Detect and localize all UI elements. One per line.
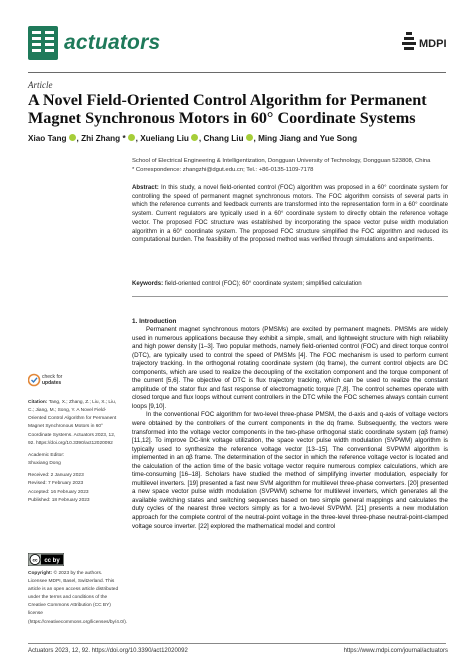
header-rule [28, 72, 446, 73]
abstract-label: Abstract: [132, 184, 159, 191]
check-for-updates-label[interactable] [42, 374, 62, 386]
check-for-updates-icon[interactable] [28, 371, 108, 391]
copyright-label: Copyright: [28, 571, 53, 576]
academic-editor-name: Shuxiang Dong [28, 461, 61, 467]
check-for-updates-line2: updates [42, 380, 62, 386]
keywords-label: Keywords: [132, 280, 164, 287]
cc-by-license-icon[interactable] [28, 553, 64, 566]
abstract-block [132, 184, 448, 245]
author-name[interactable]: Chang Liu [203, 134, 244, 143]
published-date: Published: 18 February 2023 [28, 497, 90, 503]
author-name[interactable]: Ming Jiang and Yue Song [258, 134, 358, 143]
author-list: Xiao Tang , Zhi Zhang * , Xueliang Liu , Chang Liu , Ming Jiang and Yue Song [28, 134, 358, 143]
citation-text[interactable]: Tang, X.; Zhang, Z.; Liu, X.; Liu, C.; Jiang, M.; Song, Y. A Novel Field-Oriented Control Algorithm for Permanent Magnet Synchronous Motors in 60° Coordinate Systems. Actuators 2023, 12, 92. https://doi.org/10.3390/act12020092 [28, 400, 117, 446]
academic-editor-label: Academic Editor: [28, 452, 65, 458]
received-date: Received: 2 January 2023 [28, 473, 84, 479]
author-name[interactable]: Xueliang Liu [140, 134, 189, 143]
body-paragraph: In the conventional FOC algorithm for two-level three-phase PMSM, the d-axis and q-axis of voltage vectors were obtained by the controllers of the current components in the dq frame. Subsequently, the vectors were transformed into the voltage vector components in the two-phase orthogonal static coordinate system (αβ frame) [11,12]. To improve DC-link voltage utilization, the space vector pulse width modulation (SVPWM) algorithm is typically used to synthesize the reference voltage vector [13–15]. The conventional SVPWM algorithm is implemented in an αβ frame. The determination of the sector in which the reference voltage vector is located and the calculation of the action time of the basic voltage vector require numerous complex calculations, which are time-consuming [16–18]. Scholars have studied the method of simplifying inverter modulation, especially for multilevel inverters. [19] presented a fast new SVM algorithm for multilevel three-phase converters. [20] presented a new space vector pulse width modulation (SVPWM) scheme for multilevel inverters, which generates all the available switching states and switching sequences based on two simple general mappings and calculates the duty cycles of the nearest three vectors simply as for a two-level SVPWM. [21] presents a new modulation approach for the complete control of the neutral-point voltage in the three-level three-phase neutral-point-clamped voltage source inverter. [22] explored the mathematical model and control [132, 411, 448, 530]
affiliation-block [132, 157, 452, 174]
article-sidebar [28, 399, 120, 505]
journal-name: actuators [64, 31, 161, 54]
academic-editor-block [28, 452, 120, 468]
orcid-icon[interactable] [191, 134, 198, 141]
accepted-date: Accepted: 16 February 2023 [28, 489, 89, 495]
actuators-journal-icon [28, 26, 58, 60]
keywords-block [132, 280, 448, 289]
citation-label: Citation: [28, 400, 48, 405]
footer-journal-url[interactable]: https://www.mdpi.com/journal/actuators [343, 648, 448, 654]
footer-rule [28, 643, 446, 644]
keywords-rule [132, 296, 448, 297]
revised-date: Revised: 7 February 2023 [28, 481, 84, 487]
mdpi-logo-icon [400, 30, 448, 56]
affiliation-address: School of Electrical Engineering & Intelligentization, Dongguan University of Technology, Dongguan 523808, China [132, 158, 431, 164]
citation-block [28, 399, 120, 448]
check-for-updates-line1: check for [42, 374, 63, 380]
cc-badge-text: cc by [44, 558, 60, 564]
footer-citation[interactable]: Actuators 2023, 12, 92. https://doi.org/10.3390/act12020092 [28, 648, 188, 654]
orcid-icon[interactable] [69, 134, 76, 141]
correspondence-line[interactable]: * Correspondence: zhangzhi@dgut.edu.cn; Tel.: +86-0135-1109-7178 [132, 166, 314, 173]
orcid-icon[interactable] [246, 134, 253, 141]
copyright-text[interactable]: © 2023 by the authors. Licensee MDPI, Basel, Switzerland. This article is an open access article distributed under the terms and conditions of the Creative Commons Attribution (CC BY) license (https://creativecommons.org/licenses/by/4.0/). [28, 571, 128, 625]
abstract-text: In this study, a novel field-oriented control (FOC) algorithm was proposed in a 60° coordinate system for controlling the speed of permanent magnet synchronous motors. The FOC algorithm consists of several parts in which the reference currents and feedback currents are transformed into the representation form in a 60° coordinate system. Current regulators are typically used in a 60° coordinate system to directly obtain the reference voltage vector. The proposed FOC structure was established by incorporating the space vector pulse width modulation algorithm in a 60° coordinate system. The proposed FOC structure simplified the FOC algorithm and reduced its computational burden. The feasibility of the proposed method was verified through simulations and experiments. [132, 184, 448, 244]
section-heading: 1. Introduction [132, 318, 177, 325]
svg-text:cc: cc [32, 557, 38, 563]
author-name[interactable]: Xiao Tang [28, 134, 67, 143]
body-text [132, 326, 448, 531]
orcid-icon[interactable] [128, 134, 135, 141]
author-name[interactable]: Zhi Zhang * [81, 134, 126, 143]
article-type: Article [28, 80, 53, 90]
article-title: A Novel Field-Oriented Control Algorithm for Permanent Magnet Synchronous Motors in 60° Coordinate Systems [28, 91, 427, 127]
keywords-text: field-oriented control (FOC); 60° coordinate system; simplified calculation [164, 280, 362, 287]
body-paragraph: Permanent magnet synchronous motors (PMSMs) are excited by permanent magnets. PMSMs are widely used in numerous applications because they exhibit a simple, small, and lightweight structure with high reliability and high power density [1–3]. Two popular methods, namely field-oriented control (FOC) and direct torque control (DTC), are typically used to control the speed of PMSMs [4]. The FOC mechanism is used to perform current trajectory tracking. In the orthogonal rotating coordinate system (dq frame), the current control objects are DC components, which are used to realize the decoupling of the excitation component and the torque component of the current [5,6]. The objective of DTC is flux trajectory tracking, which can be used to realize the constant amplitude of the stator flux and fast response of electromagnetic torque [7,8]. The control schemes operate with closed torque and flux loops without current controllers in the DTC while the FOC schemes always contain current loops [9,10]. [132, 326, 448, 410]
copyright-block [28, 570, 128, 627]
mdpi-logo-text: MDPI [419, 38, 447, 50]
